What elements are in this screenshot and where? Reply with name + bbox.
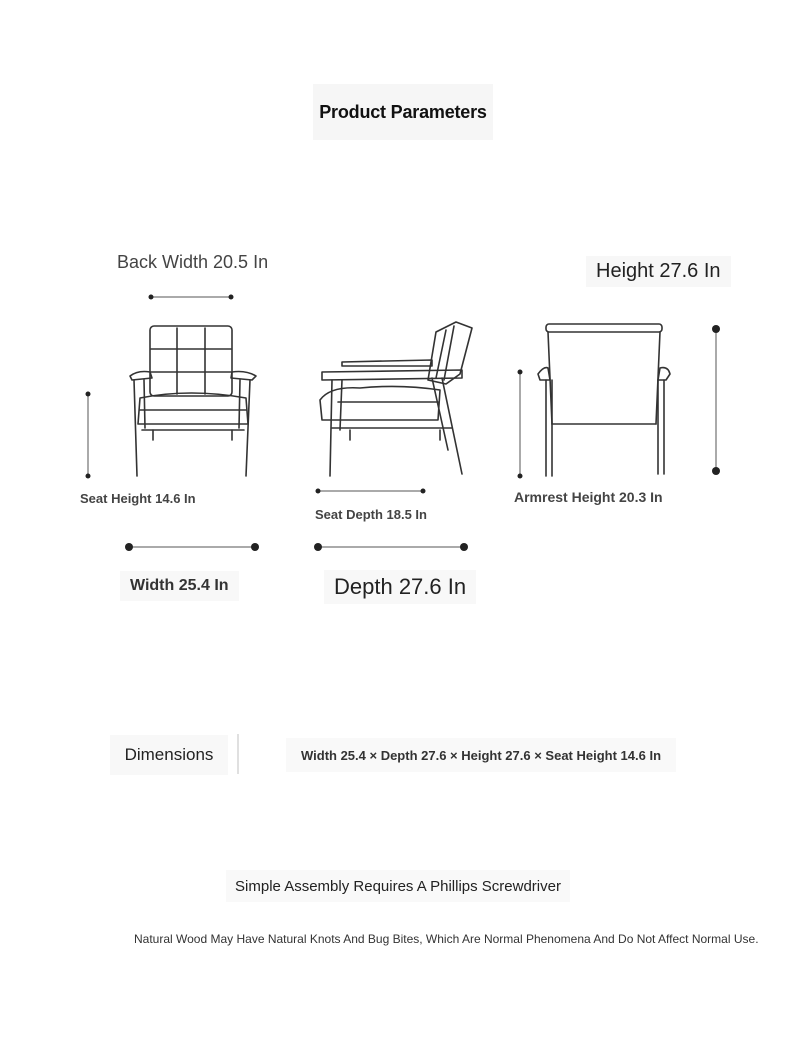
dimensions-divider bbox=[237, 734, 239, 774]
armrest-height-marker bbox=[518, 370, 523, 479]
seat-depth-label: Seat Depth 18.5 In bbox=[315, 507, 427, 522]
seat-height-label: Seat Height 14.6 In bbox=[80, 491, 196, 506]
dimensions-heading: Dimensions bbox=[110, 735, 228, 775]
chair-back-view-icon bbox=[538, 324, 670, 476]
chair-side-view-icon bbox=[320, 322, 472, 476]
back-width-marker bbox=[149, 295, 234, 300]
seat-height-marker bbox=[86, 392, 91, 479]
depth-marker bbox=[314, 543, 468, 551]
height-label: Height 27.6 In bbox=[586, 256, 731, 287]
width-marker bbox=[125, 543, 259, 551]
armrest-height-label: Armrest Height 20.3 In bbox=[514, 489, 663, 505]
assembly-note: Simple Assembly Requires A Phillips Screwdriver bbox=[226, 870, 570, 902]
depth-label: Depth 27.6 In bbox=[324, 570, 476, 604]
chair-front-view-icon bbox=[130, 326, 256, 476]
width-label: Width 25.4 In bbox=[120, 571, 239, 601]
height-marker bbox=[712, 325, 720, 475]
wood-note: Natural Wood May Have Natural Knots And Bug Bites, Which Are Normal Phenomena And Do Not Affect Normal Use. bbox=[134, 932, 759, 946]
dimensions-value: Width 25.4 × Depth 27.6 × Height 27.6 × Seat Height 14.6 In bbox=[286, 738, 676, 772]
page-title: Product Parameters bbox=[313, 84, 493, 140]
seat-depth-marker bbox=[316, 489, 426, 494]
back-width-label: Back Width 20.5 In bbox=[117, 252, 269, 272]
